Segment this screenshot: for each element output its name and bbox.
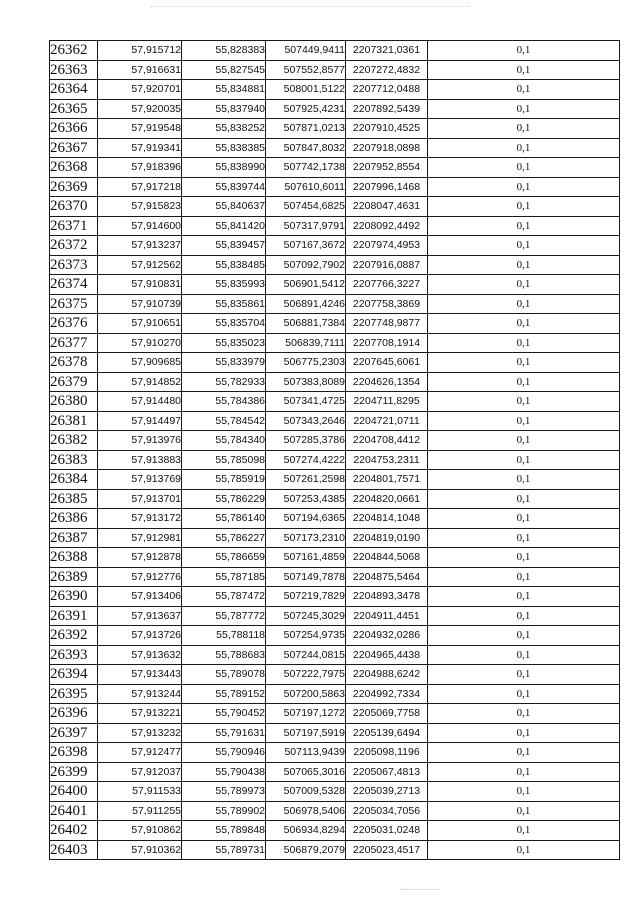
- x-coordinate-cell: 506978,5406: [266, 801, 346, 821]
- latitude-cell: 57,910362: [98, 840, 182, 860]
- x-coordinate-cell: 507610,6011: [266, 177, 346, 197]
- y-coordinate-cell: 2204988,6242: [346, 665, 428, 685]
- point-number-cell: 26368: [50, 158, 98, 178]
- accuracy-cell: 0,1: [428, 372, 620, 392]
- table-row: [50, 353, 620, 373]
- table-row: [50, 606, 620, 626]
- x-coordinate-cell: 507194,6365: [266, 509, 346, 529]
- longitude-cell: 55,789152: [182, 684, 266, 704]
- x-coordinate-cell: 506934,8294: [266, 821, 346, 841]
- x-coordinate-cell: 507454,6825: [266, 197, 346, 217]
- point-number-cell: 26391: [50, 606, 98, 626]
- table-row: [50, 548, 620, 568]
- table-row: [50, 626, 620, 646]
- y-coordinate-cell: 2204844,5068: [346, 548, 428, 568]
- point-number-cell: 26394: [50, 665, 98, 685]
- table-row: [50, 177, 620, 197]
- longitude-cell: 55,789902: [182, 801, 266, 821]
- table-row: [50, 528, 620, 548]
- y-coordinate-cell: 2204814,1048: [346, 509, 428, 529]
- latitude-cell: 57,913221: [98, 704, 182, 724]
- longitude-cell: 55,790438: [182, 762, 266, 782]
- table-row: [50, 372, 620, 392]
- table-row: [50, 255, 620, 275]
- latitude-cell: 57,915712: [98, 41, 182, 61]
- accuracy-cell: 0,1: [428, 723, 620, 743]
- x-coordinate-cell: 507149,7878: [266, 567, 346, 587]
- y-coordinate-cell: 2207892,5439: [346, 99, 428, 119]
- y-coordinate-cell: 2204992,7334: [346, 684, 428, 704]
- x-coordinate-cell: 507341,4725: [266, 392, 346, 412]
- longitude-cell: 55,786659: [182, 548, 266, 568]
- latitude-cell: 57,910831: [98, 275, 182, 295]
- point-number-cell: 26376: [50, 314, 98, 334]
- accuracy-cell: 0,1: [428, 782, 620, 802]
- y-coordinate-cell: 2207758,3869: [346, 294, 428, 314]
- latitude-cell: 57,915823: [98, 197, 182, 217]
- longitude-cell: 55,838990: [182, 158, 266, 178]
- latitude-cell: 57,912037: [98, 762, 182, 782]
- longitude-cell: 55,838385: [182, 138, 266, 158]
- y-coordinate-cell: 2204626,1354: [346, 372, 428, 392]
- x-coordinate-cell: 508001,5122: [266, 80, 346, 100]
- point-number-cell: 26393: [50, 645, 98, 665]
- table-row: [50, 567, 620, 587]
- accuracy-cell: 0,1: [428, 99, 620, 119]
- point-number-cell: 26371: [50, 216, 98, 236]
- longitude-cell: 55,789078: [182, 665, 266, 685]
- x-coordinate-cell: 507274,4222: [266, 450, 346, 470]
- table-row: [50, 216, 620, 236]
- longitude-cell: 55,835993: [182, 275, 266, 295]
- table-row: [50, 275, 620, 295]
- latitude-cell: 57,919548: [98, 119, 182, 139]
- table-row: [50, 60, 620, 80]
- y-coordinate-cell: 2207916,0887: [346, 255, 428, 275]
- accuracy-cell: 0,1: [428, 509, 620, 529]
- accuracy-cell: 0,1: [428, 606, 620, 626]
- accuracy-cell: 0,1: [428, 158, 620, 178]
- latitude-cell: 57,913637: [98, 606, 182, 626]
- accuracy-cell: 0,1: [428, 314, 620, 334]
- latitude-cell: 57,913232: [98, 723, 182, 743]
- accuracy-cell: 0,1: [428, 60, 620, 80]
- y-coordinate-cell: 2207996,1468: [346, 177, 428, 197]
- table-row: [50, 80, 620, 100]
- latitude-cell: 57,911533: [98, 782, 182, 802]
- x-coordinate-cell: 506901,5412: [266, 275, 346, 295]
- latitude-cell: 57,920701: [98, 80, 182, 100]
- table-row: [50, 431, 620, 451]
- y-coordinate-cell: 2204721,0711: [346, 411, 428, 431]
- x-coordinate-cell: 507847,8032: [266, 138, 346, 158]
- point-number-cell: 26373: [50, 255, 98, 275]
- longitude-cell: 55,787185: [182, 567, 266, 587]
- x-coordinate-cell: 507552,8577: [266, 60, 346, 80]
- latitude-cell: 57,912776: [98, 567, 182, 587]
- longitude-cell: 55,786140: [182, 509, 266, 529]
- longitude-cell: 55,838485: [182, 255, 266, 275]
- point-number-cell: 26402: [50, 821, 98, 841]
- longitude-cell: 55,833979: [182, 353, 266, 373]
- scan-artifact-top: [150, 6, 470, 7]
- point-number-cell: 26384: [50, 470, 98, 490]
- point-number-cell: 26403: [50, 840, 98, 860]
- longitude-cell: 55,789848: [182, 821, 266, 841]
- coordinates-table-body: [50, 41, 620, 860]
- latitude-cell: 57,913976: [98, 431, 182, 451]
- table-row: [50, 587, 620, 607]
- latitude-cell: 57,913443: [98, 665, 182, 685]
- point-number-cell: 26366: [50, 119, 98, 139]
- latitude-cell: 57,917218: [98, 177, 182, 197]
- accuracy-cell: 0,1: [428, 255, 620, 275]
- table-row: [50, 762, 620, 782]
- x-coordinate-cell: 507925,4231: [266, 99, 346, 119]
- table-row: [50, 489, 620, 509]
- y-coordinate-cell: 2207712,0488: [346, 80, 428, 100]
- y-coordinate-cell: 2207910,4525: [346, 119, 428, 139]
- y-coordinate-cell: 2205031,0248: [346, 821, 428, 841]
- latitude-cell: 57,912477: [98, 743, 182, 763]
- accuracy-cell: 0,1: [428, 743, 620, 763]
- longitude-cell: 55,835704: [182, 314, 266, 334]
- coordinates-table: [49, 40, 620, 860]
- point-number-cell: 26364: [50, 80, 98, 100]
- x-coordinate-cell: 506881,7384: [266, 314, 346, 334]
- x-coordinate-cell: 506839,7111: [266, 333, 346, 353]
- accuracy-cell: 0,1: [428, 801, 620, 821]
- longitude-cell: 55,791631: [182, 723, 266, 743]
- longitude-cell: 55,838252: [182, 119, 266, 139]
- accuracy-cell: 0,1: [428, 333, 620, 353]
- point-number-cell: 26367: [50, 138, 98, 158]
- x-coordinate-cell: 507742,1738: [266, 158, 346, 178]
- accuracy-cell: 0,1: [428, 528, 620, 548]
- longitude-cell: 55,839457: [182, 236, 266, 256]
- y-coordinate-cell: 2204965,4438: [346, 645, 428, 665]
- table-row: [50, 821, 620, 841]
- longitude-cell: 55,786227: [182, 528, 266, 548]
- point-number-cell: 26389: [50, 567, 98, 587]
- longitude-cell: 55,786229: [182, 489, 266, 509]
- latitude-cell: 57,910651: [98, 314, 182, 334]
- latitude-cell: 57,920035: [98, 99, 182, 119]
- longitude-cell: 55,788118: [182, 626, 266, 646]
- table-row: [50, 840, 620, 860]
- longitude-cell: 55,784542: [182, 411, 266, 431]
- x-coordinate-cell: 507285,3786: [266, 431, 346, 451]
- table-row: [50, 743, 620, 763]
- point-number-cell: 26397: [50, 723, 98, 743]
- latitude-cell: 57,910270: [98, 333, 182, 353]
- latitude-cell: 57,910739: [98, 294, 182, 314]
- x-coordinate-cell: 507343,2646: [266, 411, 346, 431]
- y-coordinate-cell: 2205023,4517: [346, 840, 428, 860]
- point-number-cell: 26377: [50, 333, 98, 353]
- y-coordinate-cell: 2204911,4451: [346, 606, 428, 626]
- latitude-cell: 57,918396: [98, 158, 182, 178]
- x-coordinate-cell: 506879,2079: [266, 840, 346, 860]
- x-coordinate-cell: 507261,2598: [266, 470, 346, 490]
- longitude-cell: 55,784340: [182, 431, 266, 451]
- accuracy-cell: 0,1: [428, 821, 620, 841]
- accuracy-cell: 0,1: [428, 450, 620, 470]
- accuracy-cell: 0,1: [428, 411, 620, 431]
- x-coordinate-cell: 507449,9411: [266, 41, 346, 61]
- longitude-cell: 55,785098: [182, 450, 266, 470]
- x-coordinate-cell: 507222,7975: [266, 665, 346, 685]
- x-coordinate-cell: 507200,5863: [266, 684, 346, 704]
- point-number-cell: 26365: [50, 99, 98, 119]
- y-coordinate-cell: 2205039,2713: [346, 782, 428, 802]
- y-coordinate-cell: 2204819,0190: [346, 528, 428, 548]
- table-row: [50, 333, 620, 353]
- x-coordinate-cell: 507245,3029: [266, 606, 346, 626]
- longitude-cell: 55,784386: [182, 392, 266, 412]
- y-coordinate-cell: 2204753,2311: [346, 450, 428, 470]
- accuracy-cell: 0,1: [428, 645, 620, 665]
- longitude-cell: 55,785919: [182, 470, 266, 490]
- y-coordinate-cell: 2204875,5464: [346, 567, 428, 587]
- table-row: [50, 392, 620, 412]
- latitude-cell: 57,911255: [98, 801, 182, 821]
- point-number-cell: 26400: [50, 782, 98, 802]
- latitude-cell: 57,912878: [98, 548, 182, 568]
- longitude-cell: 55,789731: [182, 840, 266, 860]
- point-number-cell: 26387: [50, 528, 98, 548]
- y-coordinate-cell: 2204708,4412: [346, 431, 428, 451]
- table-row: [50, 158, 620, 178]
- y-coordinate-cell: 2204711,8295: [346, 392, 428, 412]
- latitude-cell: 57,913883: [98, 450, 182, 470]
- accuracy-cell: 0,1: [428, 353, 620, 373]
- longitude-cell: 55,840637: [182, 197, 266, 217]
- longitude-cell: 55,841420: [182, 216, 266, 236]
- point-number-cell: 26398: [50, 743, 98, 763]
- y-coordinate-cell: 2205098,1196: [346, 743, 428, 763]
- point-number-cell: 26390: [50, 587, 98, 607]
- accuracy-cell: 0,1: [428, 470, 620, 490]
- accuracy-cell: 0,1: [428, 587, 620, 607]
- latitude-cell: 57,909685: [98, 353, 182, 373]
- accuracy-cell: 0,1: [428, 197, 620, 217]
- x-coordinate-cell: 507244,0815: [266, 645, 346, 665]
- y-coordinate-cell: 2205069,7758: [346, 704, 428, 724]
- accuracy-cell: 0,1: [428, 704, 620, 724]
- point-number-cell: 26374: [50, 275, 98, 295]
- accuracy-cell: 0,1: [428, 41, 620, 61]
- table-row: [50, 138, 620, 158]
- x-coordinate-cell: 507871,0213: [266, 119, 346, 139]
- table-row: [50, 723, 620, 743]
- y-coordinate-cell: 2207748,9877: [346, 314, 428, 334]
- point-number-cell: 26378: [50, 353, 98, 373]
- latitude-cell: 57,913244: [98, 684, 182, 704]
- latitude-cell: 57,913172: [98, 509, 182, 529]
- longitude-cell: 55,837940: [182, 99, 266, 119]
- longitude-cell: 55,827545: [182, 60, 266, 80]
- point-number-cell: 26383: [50, 450, 98, 470]
- table-row: [50, 197, 620, 217]
- longitude-cell: 55,789973: [182, 782, 266, 802]
- y-coordinate-cell: 2205034,7056: [346, 801, 428, 821]
- table-row: [50, 41, 620, 61]
- accuracy-cell: 0,1: [428, 626, 620, 646]
- longitude-cell: 55,834881: [182, 80, 266, 100]
- accuracy-cell: 0,1: [428, 216, 620, 236]
- latitude-cell: 57,910862: [98, 821, 182, 841]
- scan-artifact-bottom: [400, 889, 440, 890]
- x-coordinate-cell: 507167,3672: [266, 236, 346, 256]
- point-number-cell: 26370: [50, 197, 98, 217]
- latitude-cell: 57,913701: [98, 489, 182, 509]
- accuracy-cell: 0,1: [428, 665, 620, 685]
- x-coordinate-cell: 507317,9791: [266, 216, 346, 236]
- x-coordinate-cell: 507197,1272: [266, 704, 346, 724]
- longitude-cell: 55,790452: [182, 704, 266, 724]
- x-coordinate-cell: 507092,7902: [266, 255, 346, 275]
- latitude-cell: 57,916631: [98, 60, 182, 80]
- x-coordinate-cell: 506891,4246: [266, 294, 346, 314]
- table-row: [50, 684, 620, 704]
- latitude-cell: 57,913769: [98, 470, 182, 490]
- latitude-cell: 57,914497: [98, 411, 182, 431]
- table-row: [50, 801, 620, 821]
- accuracy-cell: 0,1: [428, 567, 620, 587]
- table-row: [50, 411, 620, 431]
- y-coordinate-cell: 2205067,4813: [346, 762, 428, 782]
- table-row: [50, 99, 620, 119]
- x-coordinate-cell: 507219,7829: [266, 587, 346, 607]
- point-number-cell: 26386: [50, 509, 98, 529]
- latitude-cell: 57,913632: [98, 645, 182, 665]
- y-coordinate-cell: 2207272,4832: [346, 60, 428, 80]
- point-number-cell: 26380: [50, 392, 98, 412]
- y-coordinate-cell: 2204820,0661: [346, 489, 428, 509]
- y-coordinate-cell: 2204801,7571: [346, 470, 428, 490]
- longitude-cell: 55,790946: [182, 743, 266, 763]
- accuracy-cell: 0,1: [428, 119, 620, 139]
- latitude-cell: 57,914480: [98, 392, 182, 412]
- y-coordinate-cell: 2207952,8554: [346, 158, 428, 178]
- accuracy-cell: 0,1: [428, 177, 620, 197]
- longitude-cell: 55,782933: [182, 372, 266, 392]
- table-row: [50, 236, 620, 256]
- point-number-cell: 26379: [50, 372, 98, 392]
- y-coordinate-cell: 2207766,3227: [346, 275, 428, 295]
- point-number-cell: 26399: [50, 762, 98, 782]
- x-coordinate-cell: 507009,5328: [266, 782, 346, 802]
- longitude-cell: 55,839744: [182, 177, 266, 197]
- y-coordinate-cell: 2207974,4953: [346, 236, 428, 256]
- table-row: [50, 470, 620, 490]
- y-coordinate-cell: 2207918,0898: [346, 138, 428, 158]
- point-number-cell: 26395: [50, 684, 98, 704]
- accuracy-cell: 0,1: [428, 138, 620, 158]
- longitude-cell: 55,835023: [182, 333, 266, 353]
- x-coordinate-cell: 507173,2310: [266, 528, 346, 548]
- x-coordinate-cell: 507383,8089: [266, 372, 346, 392]
- latitude-cell: 57,914852: [98, 372, 182, 392]
- table-row: [50, 294, 620, 314]
- latitude-cell: 57,913406: [98, 587, 182, 607]
- accuracy-cell: 0,1: [428, 275, 620, 295]
- y-coordinate-cell: 2205139,6494: [346, 723, 428, 743]
- point-number-cell: 26372: [50, 236, 98, 256]
- point-number-cell: 26375: [50, 294, 98, 314]
- point-number-cell: 26385: [50, 489, 98, 509]
- longitude-cell: 55,787472: [182, 587, 266, 607]
- table-row: [50, 704, 620, 724]
- y-coordinate-cell: 2208047,4631: [346, 197, 428, 217]
- y-coordinate-cell: 2208092,4492: [346, 216, 428, 236]
- table-row: [50, 782, 620, 802]
- y-coordinate-cell: 2207645,6061: [346, 353, 428, 373]
- longitude-cell: 55,787772: [182, 606, 266, 626]
- x-coordinate-cell: 507197,5919: [266, 723, 346, 743]
- table-row: [50, 645, 620, 665]
- point-number-cell: 26362: [50, 41, 98, 61]
- y-coordinate-cell: 2207321,0361: [346, 41, 428, 61]
- x-coordinate-cell: 507065,3016: [266, 762, 346, 782]
- x-coordinate-cell: 507161,4859: [266, 548, 346, 568]
- latitude-cell: 57,913237: [98, 236, 182, 256]
- longitude-cell: 55,788683: [182, 645, 266, 665]
- x-coordinate-cell: 507113,9439: [266, 743, 346, 763]
- latitude-cell: 57,914600: [98, 216, 182, 236]
- accuracy-cell: 0,1: [428, 431, 620, 451]
- longitude-cell: 55,835861: [182, 294, 266, 314]
- accuracy-cell: 0,1: [428, 392, 620, 412]
- accuracy-cell: 0,1: [428, 840, 620, 860]
- accuracy-cell: 0,1: [428, 684, 620, 704]
- accuracy-cell: 0,1: [428, 548, 620, 568]
- accuracy-cell: 0,1: [428, 294, 620, 314]
- x-coordinate-cell: 507253,4385: [266, 489, 346, 509]
- point-number-cell: 26363: [50, 60, 98, 80]
- accuracy-cell: 0,1: [428, 762, 620, 782]
- y-coordinate-cell: 2204932,0286: [346, 626, 428, 646]
- x-coordinate-cell: 507254,9735: [266, 626, 346, 646]
- table-row: [50, 314, 620, 334]
- longitude-cell: 55,828383: [182, 41, 266, 61]
- accuracy-cell: 0,1: [428, 80, 620, 100]
- point-number-cell: 26392: [50, 626, 98, 646]
- point-number-cell: 26382: [50, 431, 98, 451]
- point-number-cell: 26396: [50, 704, 98, 724]
- point-number-cell: 26401: [50, 801, 98, 821]
- y-coordinate-cell: 2204893,3478: [346, 587, 428, 607]
- x-coordinate-cell: 506775,2303: [266, 353, 346, 373]
- point-number-cell: 26388: [50, 548, 98, 568]
- table-row: [50, 119, 620, 139]
- latitude-cell: 57,913726: [98, 626, 182, 646]
- latitude-cell: 57,912562: [98, 255, 182, 275]
- point-number-cell: 26381: [50, 411, 98, 431]
- latitude-cell: 57,912981: [98, 528, 182, 548]
- y-coordinate-cell: 2207708,1914: [346, 333, 428, 353]
- table-row: [50, 509, 620, 529]
- accuracy-cell: 0,1: [428, 489, 620, 509]
- point-number-cell: 26369: [50, 177, 98, 197]
- latitude-cell: 57,919341: [98, 138, 182, 158]
- table-row: [50, 665, 620, 685]
- accuracy-cell: 0,1: [428, 236, 620, 256]
- table-row: [50, 450, 620, 470]
